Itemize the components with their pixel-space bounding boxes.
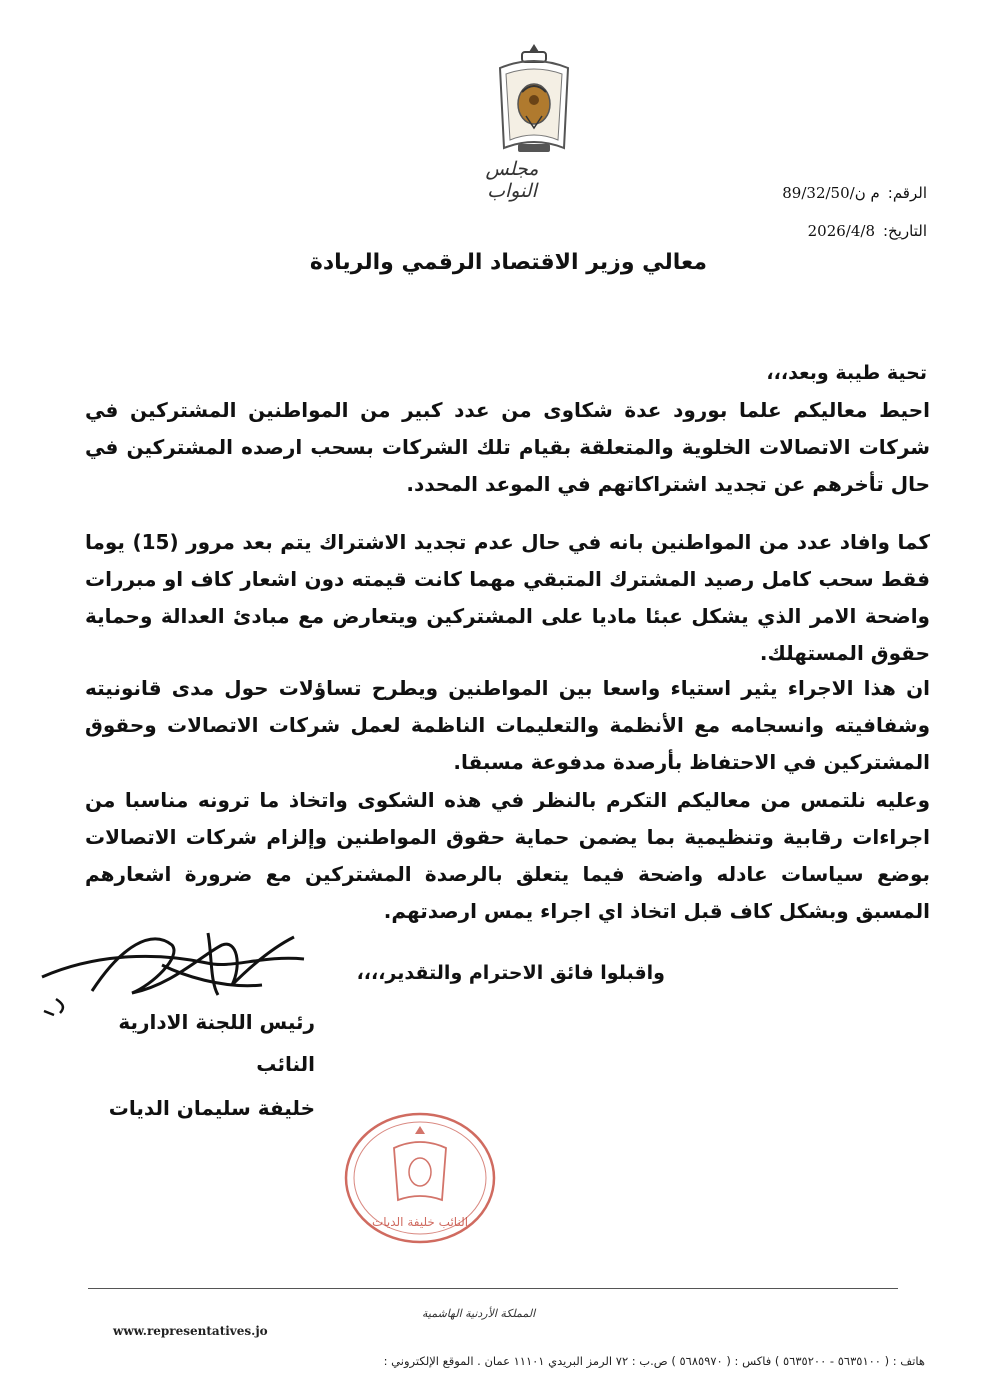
body-paragraph: وعليه نلتمس من معاليكم التكرم بالنظر في هذه الشكوى واتخاذ ما ترونه مناسبا من اجراءات رقابية وتنظيمية بما يضمن حماية حقوق المواطنين وإلزام شركات الاتصالات بوضع سياسات عادله واضحة فيما يتعلق بالرصدة المشتركين مع ضرورة اشعارهم المسبق وبشكل كاف قبل اتخاذ اي اجراء يمس ارصدتهم. — [85, 788, 930, 923]
footer-divider — [88, 1288, 898, 1289]
stamp-text: النائب خليفة الديات — [371, 1215, 469, 1229]
body-paragraph: ان هذا الاجراء يثير استياء واسعا بين المواطنين ويطرح تساؤلات حول مدى قانونيته وشفافيته وانسجامه مع الأنظمة والتعليمات الناظمة لعمل شركات الاتصالات وحقوق المشتركين في الاحتفاظ بأرصدة مدفوعة مسبقا. — [85, 676, 930, 774]
closing-line: واقبلوا فائق الاحترام والتقدير،،،، — [356, 962, 665, 984]
reference-value: م ن/89/32/50 — [782, 184, 880, 202]
body-paragraph: احيط معاليكم علما بورود عدة شكاوى من عدد كبير من المواطنين المشتركين في شركات الاتصالات الخلوية والمتعلقة بقيام تلك الشركات بسحب ارصده المشتركين في حال تأخرهم عن تجديد اشتراكاتهم في الموعد المحدد. — [85, 398, 930, 496]
date-value: 2026/4/8 — [807, 222, 875, 240]
signatory-rank: النائب — [256, 1052, 315, 1076]
handwritten-signature — [32, 915, 322, 1025]
footer-contact: هاتف : ( ٥٦٣٥١٠٠ - ٥٦٣٥٢٠٠ ) فاكس : ( ٥٦٨٥٩٧٠ ) ص.ب : ٧٢ الرمز البريدي ١١١٠١ عمان . الموقع الإلكتروني : — [383, 1354, 925, 1368]
reference-label: الرقم: — [887, 184, 927, 202]
parliament-logo-text: مجلس النواب — [485, 158, 539, 202]
greeting: تحية طيبة وبعد،،، — [766, 362, 927, 384]
footer-kingdom: المملكة الأردنية الهاشمية — [422, 1307, 536, 1320]
reference-number — [782, 184, 927, 202]
footer-website-link[interactable]: www.representatives.jo — [113, 1324, 268, 1338]
official-stamp-icon — [340, 1108, 500, 1248]
date-label: التاريخ: — [883, 222, 927, 240]
jordan-coat-of-arms-icon — [492, 40, 576, 160]
signatory-name: خليفة سليمان الديات — [108, 1096, 315, 1120]
signatory-committee: رئيس اللجنة الادارية — [118, 1010, 315, 1034]
letter-date — [808, 222, 927, 240]
body-paragraph: كما وافاد عدد من المواطنين بانه في حال عدم تجديد الاشتراك يتم بعد مرور (15) يوما فقط سحب كامل رصيد المشترك المتبقي مهما كانت قيمته دون اشعار كاف او مبررات واضحة الامر الذي يشكل عبئا ماديا على المشتركين ويتعارض مع مبادئ العدالة وحماية حقوق المستهلك. — [85, 530, 930, 665]
recipient-title: معالي وزير الاقتصاد الرقمي والريادة — [309, 250, 707, 275]
